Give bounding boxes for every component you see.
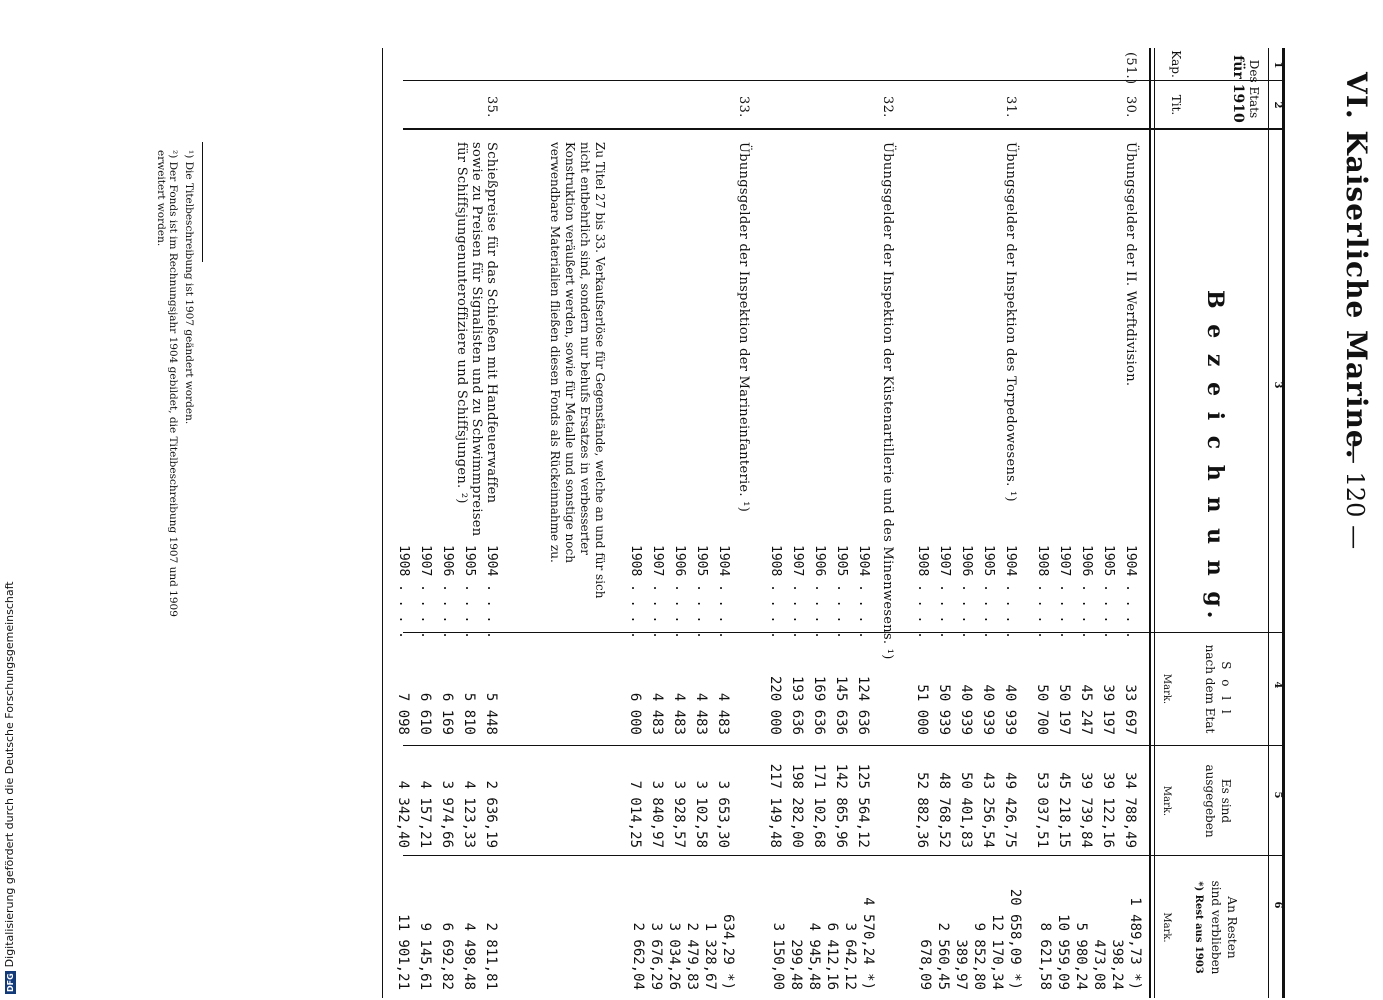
year-label: 1908 . . . .: [628, 545, 643, 639]
soll-value: 40 939: [958, 684, 974, 735]
soll-value: 220 000: [767, 675, 783, 735]
spent-value: 3 928,57: [671, 780, 687, 848]
designation-header: B e z e i c h n u n g.: [1202, 290, 1228, 623]
etat-year: für 1910: [1230, 55, 1246, 123]
credit-text: Digitalisierung gefördert durch die Deutsche Forschungsgemeinschaft: [3, 581, 16, 968]
tit-number: 30.: [1123, 96, 1138, 118]
section-title: Übungsgelder der II. Werftdivision.: [1123, 142, 1138, 387]
col-number-5: 5: [1272, 791, 1283, 799]
rest-value: 20 658,09 *): [1007, 888, 1023, 990]
soll-value: 7 098: [395, 692, 411, 735]
soll-value: 40 939: [980, 684, 996, 735]
rest-value: 3 642,12: [842, 922, 858, 990]
year-label: 1908 . . . .: [1035, 545, 1050, 639]
year-label: 1906 . . . .: [440, 545, 455, 639]
spent-value: 39 739,84: [1078, 772, 1094, 848]
soll-value: 4 483: [671, 692, 687, 735]
spent-value: 50 401,83: [958, 772, 974, 848]
spent-value: 53 037,51: [1034, 772, 1050, 848]
spent-value: 3 840,97: [649, 780, 665, 848]
year-label: 1906 . . . .: [812, 545, 827, 639]
soll-value: 5 448: [483, 692, 499, 735]
spent-unit: Mark.: [1161, 785, 1172, 817]
soll-value: 4 483: [649, 692, 665, 735]
year-label: 1904 . . . .: [716, 545, 731, 639]
rest-value: 389,97: [953, 939, 969, 990]
col-divider-2: [403, 128, 1283, 130]
year-label: 1905 . . . .: [694, 545, 709, 639]
spent-value: 2 636,19: [483, 780, 499, 848]
col-number-2: 2: [1272, 101, 1283, 109]
year-label: 1907 . . . .: [790, 545, 805, 639]
spent-value: 7 014,25: [627, 780, 643, 848]
year-label: 1908 . . . .: [768, 545, 783, 639]
rest-unit: Mark.: [1161, 912, 1172, 943]
year-label: 1906 . . . .: [672, 545, 687, 639]
year-label: 1904 . . . .: [1003, 545, 1018, 639]
spent-value: 39 122,16: [1100, 772, 1116, 848]
soll-value: 51 000: [914, 684, 930, 735]
footnote-1: ¹) Die Titelbeschreibung ist 1907 geändert worden.: [183, 150, 195, 425]
kap-header: Kap.: [1169, 50, 1183, 78]
footnote-2: ²) Der Fonds ist im Rechnungsjahr 1904 gebildet, die Titelbeschreibung 1907 und 1909 erweitert worden.: [155, 150, 179, 617]
rest-value: 6 412,16: [824, 922, 840, 990]
soll-value: 6 169: [439, 692, 455, 735]
spent-value: 3 102,58: [693, 780, 709, 848]
rest-value: 11 901,21: [395, 914, 411, 990]
spent-value: 4 342,40: [395, 780, 411, 848]
spent-value: 3 974,66: [439, 780, 455, 848]
rest-value: 8 621,58: [1037, 922, 1053, 990]
col-number-4: 4: [1272, 681, 1283, 689]
year-label: 1908 . . . .: [396, 545, 411, 639]
rest-value: 3 034,26: [666, 922, 682, 990]
spent-value: 4 157,21: [417, 780, 433, 848]
spent-header: Es sind: [1219, 778, 1233, 824]
rest-value: 9 852,80: [971, 922, 987, 990]
rest-value: 2 811,81: [483, 922, 499, 990]
table-bottom-rule: [382, 48, 383, 998]
soll-value: 4 483: [693, 692, 709, 735]
rest-value: 398,24: [1109, 939, 1125, 990]
note-titles-27-33: Zu Titel 27 bis 33. Verkaufserlöse für Gegenstände, welche an und für sich nicht entbehrlich sind, sondern nur behufs Ersatzes in verbesserter Konstruktion veräußert werden, sowie für Metalle und sonstige noch verwendbare Materialien fließen diesen Fonds als Rückeinnahme zu.: [548, 142, 607, 599]
soll-value: 40 939: [1002, 684, 1018, 735]
year-label: 1907 . . . .: [650, 545, 665, 639]
kap-number: (51.): [1123, 52, 1138, 85]
tit-number: 33.: [736, 96, 751, 118]
spent-value: 198 282,00: [789, 763, 805, 848]
footnote-rule: [202, 142, 203, 262]
tit-number: 32.: [880, 96, 895, 118]
spent-subheader: ausgegeben: [1203, 764, 1217, 838]
section-heading: VI. Kaiserliche Marine.: [1340, 72, 1373, 460]
rest-value: 3 150,00: [770, 922, 786, 990]
spent-value: 45 218,15: [1056, 772, 1072, 848]
soll-value: 5 810: [461, 692, 477, 735]
rest-subheader: sind verblieben: [1209, 880, 1223, 975]
year-label: 1907 . . . .: [418, 545, 433, 639]
rest-value: 4 570,24 *): [860, 897, 876, 990]
soll-header: S o l l: [1219, 661, 1233, 717]
year-label: 1904 . . . .: [484, 545, 499, 639]
soll-value: 50 939: [936, 684, 952, 735]
col-number-6: 6: [1272, 901, 1283, 909]
section-title: Schießpreise für das Schießen mit Handfeuerwaffen sowie zu Preisen für Signalisten und zu Schwimmpreisen für Schiffsjungenunteroffiziere und Schiffsjungen. ²): [454, 142, 499, 537]
rest-value: 2 479,83: [684, 922, 700, 990]
soll-value: 4 483: [715, 692, 731, 735]
year-label: 1905 . . . .: [981, 545, 996, 639]
col-number-3: 3: [1272, 381, 1283, 389]
year-label: 1904 . . . .: [856, 545, 871, 639]
soll-value: 33 697: [1122, 684, 1138, 735]
rest-value: 2 560,45: [935, 922, 951, 990]
year-label: 1907 . . . .: [937, 545, 952, 639]
rest-value: 299,48: [788, 939, 804, 990]
section-title: Übungsgelder der Inspektion der Küstenartillerie und des Minenwesens. ¹): [880, 142, 895, 660]
rest-value: 10 959,09: [1055, 914, 1071, 990]
soll-value: 169 636: [811, 675, 827, 735]
soll-value: 6 000: [627, 692, 643, 735]
rest-value: 4 945,48: [806, 922, 822, 990]
dfg-logo-badge: DFG: [6, 973, 15, 992]
col-number-1: 1: [1272, 61, 1283, 69]
tit-number: 35.: [484, 96, 499, 118]
rest-value: 6 692,82: [439, 922, 455, 990]
spent-value: 48 768,52: [936, 772, 952, 848]
rest-value: 1 328,67: [702, 922, 718, 990]
rest-header: An Resten: [1225, 896, 1239, 959]
soll-value: 50 197: [1056, 684, 1072, 735]
soll-subheader: nach dem Etat: [1203, 644, 1217, 734]
spent-value: 43 256,54: [980, 772, 996, 848]
spent-value: 49 426,75: [1002, 772, 1018, 848]
rest-value: 634,29 *): [720, 914, 736, 990]
year-label: 1906 . . . .: [1079, 545, 1094, 639]
rest-value: 2 662,04: [630, 922, 646, 990]
spent-value: 34 788,49: [1122, 772, 1138, 848]
soll-value: 145 636: [833, 675, 849, 735]
soll-value: 124 636: [855, 675, 871, 735]
year-label: 1905 . . . .: [462, 545, 477, 639]
rest-value: 9 145,61: [417, 922, 433, 990]
spent-value: 217 149,48: [767, 763, 783, 848]
spent-value: 3 653,30: [715, 780, 731, 848]
soll-value: 45 247: [1078, 684, 1094, 735]
col-divider-5: [403, 855, 1283, 856]
rest-value: 12 170,34: [989, 914, 1005, 990]
tit-header: Tit.: [1169, 94, 1183, 116]
soll-unit: Mark.: [1161, 673, 1172, 705]
rest-value: 473,08: [1091, 939, 1107, 990]
section-title: Übungsgelder der Inspektion des Torpedowesens. ¹): [1003, 142, 1018, 502]
rest-value: 3 676,29: [648, 922, 664, 990]
year-label: 1905 . . . .: [834, 545, 849, 639]
year-label: 1904 . . . .: [1123, 545, 1138, 639]
year-label: 1908 . . . .: [915, 545, 930, 639]
soll-value: 50 700: [1034, 684, 1050, 735]
spent-value: 142 865,96: [833, 763, 849, 848]
rest-value: 678,09: [917, 939, 933, 990]
spent-value: 4 123,33: [461, 780, 477, 848]
spent-value: 125 564,12: [855, 763, 871, 848]
rest-value: 1 489,73 *): [1127, 897, 1143, 990]
year-label: 1907 . . . .: [1057, 545, 1072, 639]
rest-note: *) Rest aus 1903: [1193, 881, 1204, 974]
year-label: 1906 . . . .: [959, 545, 974, 639]
etat-title: Des Etats: [1247, 59, 1261, 119]
tit-number: 31.: [1003, 96, 1018, 118]
spent-value: 52 882,36: [914, 772, 930, 848]
soll-value: 6 610: [417, 692, 433, 735]
col-divider-1: [403, 80, 1283, 81]
soll-value: 39 197: [1100, 684, 1116, 735]
col-divider-4: [403, 745, 1283, 746]
rest-value: 4 498,48: [461, 922, 477, 990]
year-label: 1905 . . . .: [1101, 545, 1116, 639]
spent-value: 171 102,68: [811, 763, 827, 848]
rest-value: 5 980,24: [1073, 922, 1089, 990]
page-number: — 120 —: [1341, 440, 1369, 550]
section-title: Übungsgelder der Inspektion der Marineinfanterie. ¹): [736, 142, 751, 513]
soll-value: 193 636: [789, 675, 805, 735]
